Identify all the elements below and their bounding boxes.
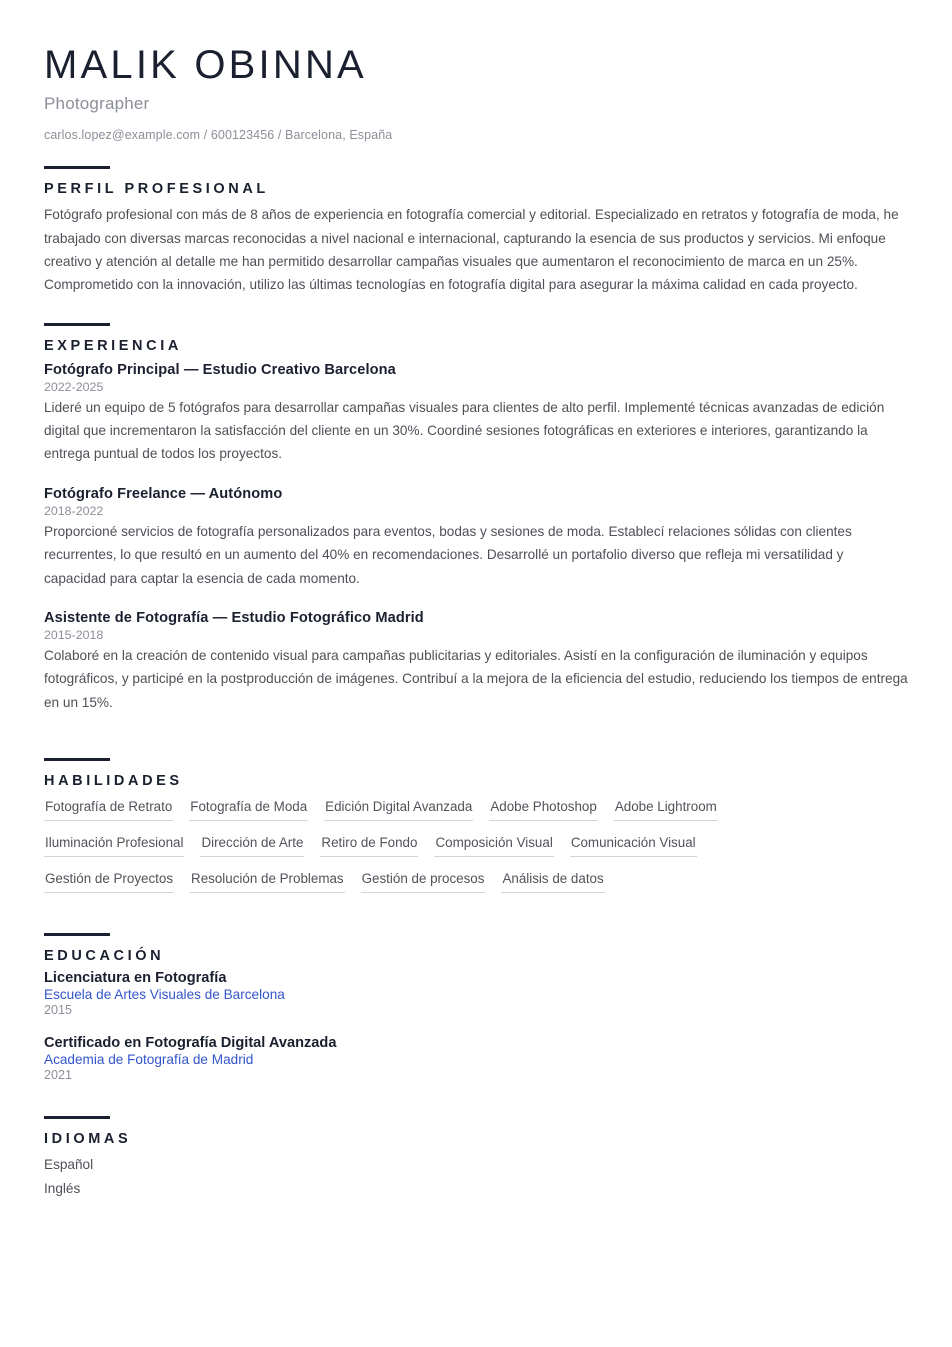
experience-description: Colaboré en la creación de contenido visual para campañas publicitarias y editoriales. Asistí en la configuración de iluminación y equipos fotográficos, y participé en la postproducción de imágenes. Contribuí a la mejora de la eficiencia del estudio, reduciendo los tiempos de entrega en un 15%. — [44, 647, 908, 710]
section-title-skills: HABILIDADES — [44, 773, 183, 790]
section-title-profile: PERFIL PROFESIONAL — [44, 181, 269, 198]
experience-role: Asistente de Fotografía — Estudio Fotográfico Madrid — [44, 609, 424, 626]
experience-role: Fotógrafo Freelance — Autónomo — [44, 485, 283, 502]
skill-tag: Edición Digital Avanzada — [324, 795, 473, 821]
profile-summary-text: Fotógrafo profesional con más de 8 años de experiencia en fotografía comercial y editorial. Especializado en retratos y fotografía de moda, he trabajado con diversas marcas reconocidas a nivel nacional e internacional, capturando la esencia de sus productos y servicios. Mi enfoque creativo y atención al detalle me han permitido desarrollar campañas visuales que aumentaron el reconocimiento de marca en un 25%. Comprometido con la innovación, utilizo las últimas tecnologías en fotografía digital para asegurar la máxima calidad en cada proyecto. — [44, 207, 899, 293]
education-school-link[interactable]: Escuela de Artes Visuales de Barcelona — [44, 987, 285, 1003]
education-year: 2021 — [44, 1068, 73, 1083]
section-rule — [44, 758, 110, 761]
language-item: Inglés — [44, 1180, 81, 1196]
section-rule — [44, 933, 110, 936]
section-skills — [44, 758, 908, 903]
education-year: 2015 — [44, 1003, 73, 1018]
education-school-link[interactable]: Academia de Fotografía de Madrid — [44, 1052, 254, 1068]
section-rule — [44, 323, 110, 326]
experience-dates: 2022-2025 — [44, 379, 104, 394]
experience-item — [44, 610, 908, 714]
section-education — [44, 933, 908, 1082]
experience-description: Proporcioné servicios de fotografía personalizados para eventos, bodas y sesiones de moda. Establecí relaciones sólidas con clientes recurrentes, lo que resultó en un aumento del 40% en recomendaciones. Desarrollé un portafolio diverso que refleja mi versatilidad y capacidad para captar la esencia de cada momento. — [44, 523, 852, 586]
skill-tag: Gestión de procesos — [361, 867, 486, 893]
candidate-name: MALIK OBINNA — [44, 43, 367, 87]
skill-tag: Fotografía de Retrato — [44, 795, 173, 821]
experience-dates: 2018-2022 — [44, 503, 104, 518]
skill-tag: Adobe Lightroom — [614, 795, 718, 821]
skill-tag: Análisis de datos — [501, 867, 604, 893]
skill-tag: Fotografía de Moda — [189, 795, 308, 821]
section-title-education: EDUCACIÓN — [44, 948, 165, 965]
section-profile — [44, 166, 908, 297]
education-degree: Licenciatura en Fotografía — [44, 970, 227, 987]
section-title-languages: IDIOMAS — [44, 1131, 132, 1148]
section-rule — [44, 166, 110, 169]
resume-header — [44, 44, 908, 142]
experience-item — [44, 362, 908, 466]
section-title-experience: EXPERIENCIA — [44, 337, 182, 354]
section-languages — [44, 1116, 908, 1200]
experience-item — [44, 486, 908, 590]
skill-tag: Composición Visual — [434, 831, 553, 857]
language-item: Español — [44, 1157, 94, 1173]
experience-role: Fotógrafo Principal — Estudio Creativo Barcelona — [44, 361, 396, 378]
skills-list — [44, 795, 764, 903]
skill-tag: Comunicación Visual — [570, 831, 697, 857]
skill-tag: Adobe Photoshop — [489, 795, 597, 821]
section-experience — [44, 323, 908, 714]
experience-description: Lideré un equipo de 5 fotógrafos para desarrollar campañas visuales para clientes de alto perfil. Implementé técnicas avanzadas de edición digital que incrementaron la satisfacción del cliente en un 30%. Coordiné sesiones fotográficas en exteriores e interiores, garantizando la entrega puntual de todos los proyectos. — [44, 399, 885, 462]
education-item — [44, 1035, 908, 1082]
skill-tag: Iluminación Profesional — [44, 831, 184, 857]
education-item — [44, 970, 908, 1017]
experience-dates: 2015-2018 — [44, 627, 104, 642]
candidate-job-title: Photographer — [44, 94, 150, 114]
skill-tag: Resolución de Problemas — [190, 867, 345, 893]
section-rule — [44, 1116, 110, 1119]
contact-line: carlos.lopez@example.com / 600123456 / Barcelona, España — [44, 128, 393, 143]
skill-tag: Dirección de Arte — [200, 831, 304, 857]
skill-tag: Gestión de Proyectos — [44, 867, 174, 893]
education-degree: Certificado en Fotografía Digital Avanzada — [44, 1035, 337, 1052]
skill-tag: Retiro de Fondo — [320, 831, 418, 857]
